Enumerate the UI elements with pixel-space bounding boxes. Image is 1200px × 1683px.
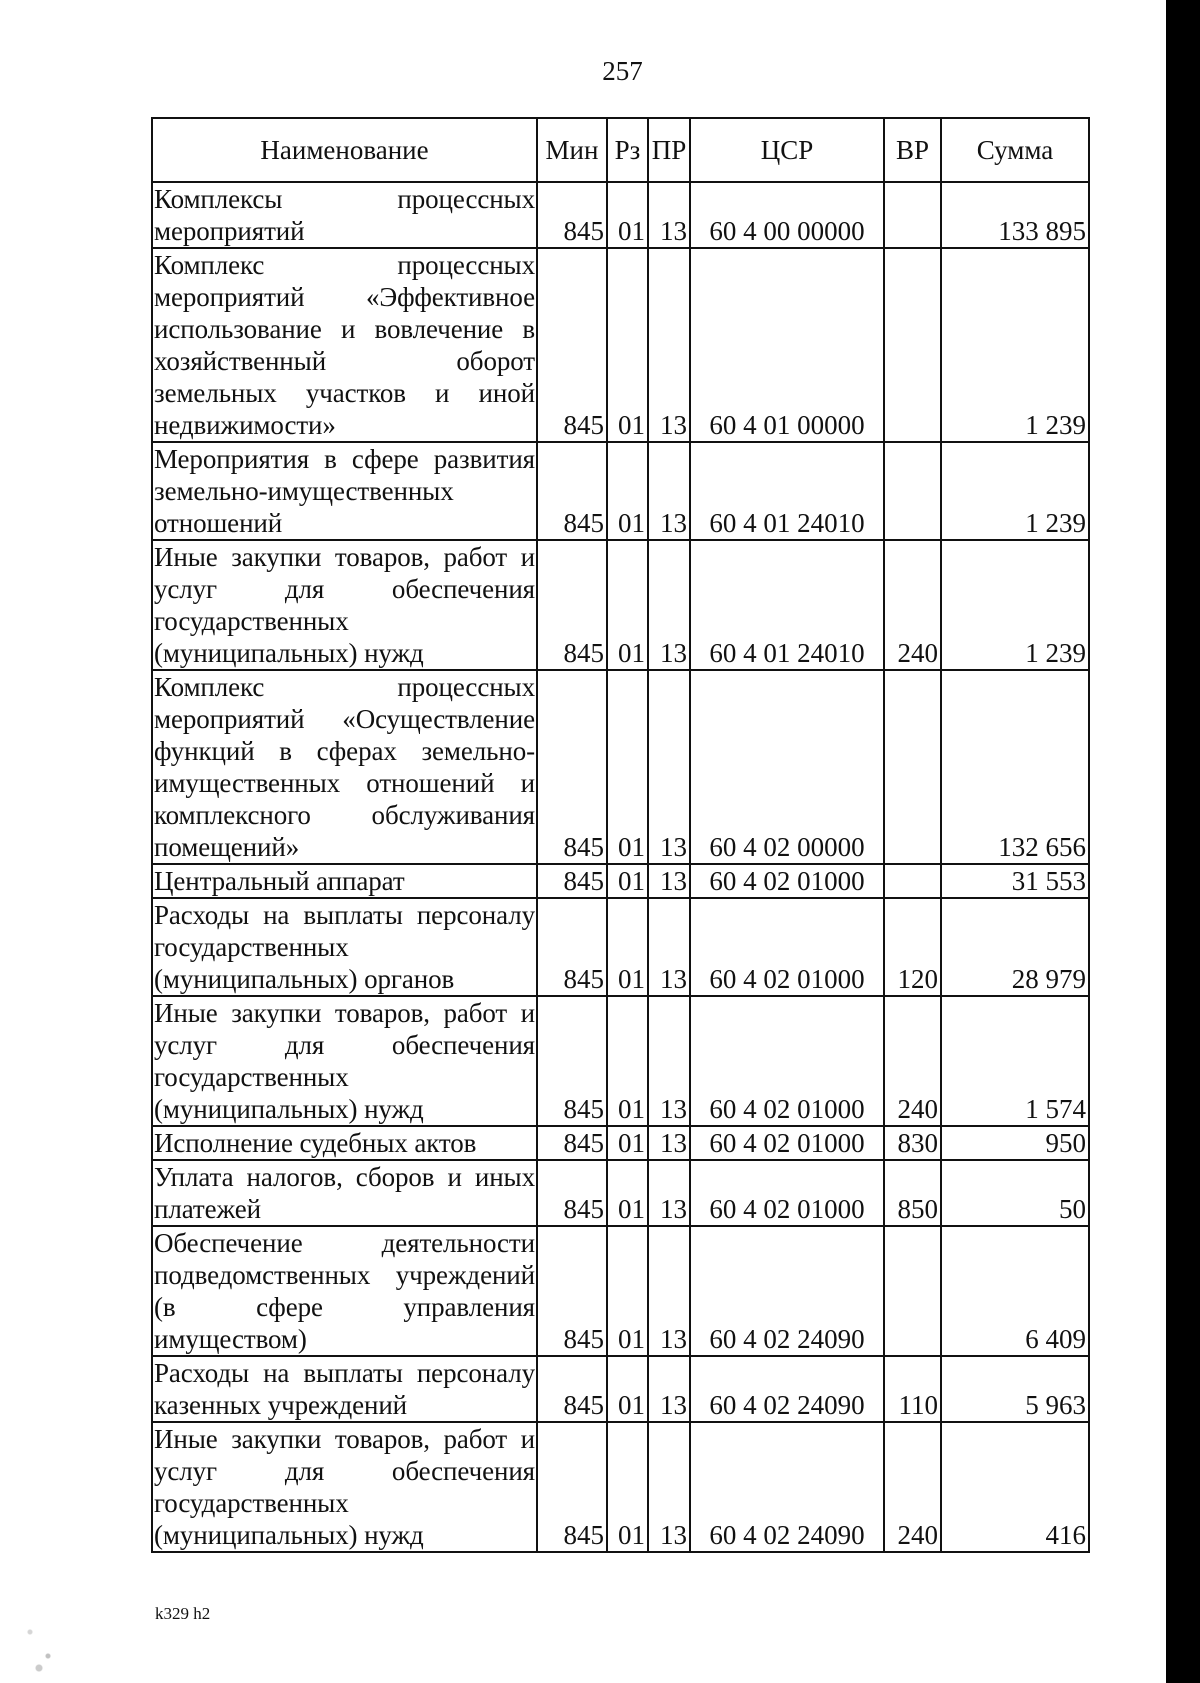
row-vr: 240 [884,540,941,670]
row-pr: 13 [648,1226,690,1356]
row-name: Расходы на выплаты персоналу казенных учреждений [154,1358,535,1420]
table-row [152,1422,1089,1552]
row-sum: 1 574 [941,996,1089,1126]
table-row [152,540,1089,670]
row-min: 845 [537,442,607,540]
row-csr: 60 4 02 01000 [690,1160,884,1226]
row-rz: 01 [607,1160,648,1226]
row-name: Иные закупки товаров, работ и услуг для обеспечения государственных (муниципальных) нужд [154,542,535,668]
row-min: 845 [537,670,607,864]
row-rz: 01 [607,996,648,1126]
header-csr: ЦСР [690,118,884,182]
row-pr: 13 [648,670,690,864]
header-vr: ВР [884,118,941,182]
row-vr [884,182,941,248]
row-csr: 60 4 01 24010 [690,540,884,670]
row-vr [884,1226,941,1356]
row-name: Исполнение судебных актов [152,1126,537,1160]
row-sum: 1 239 [941,248,1089,442]
row-min: 845 [537,182,607,248]
row-rz: 01 [607,442,648,540]
row-rz: 01 [607,182,648,248]
row-pr: 13 [648,1422,690,1552]
row-pr: 13 [648,898,690,996]
row-sum: 50 [941,1160,1089,1226]
row-sum: 28 979 [941,898,1089,996]
row-rz: 01 [607,1356,648,1422]
row-vr [884,442,941,540]
row-name: Центральный аппарат [152,864,537,898]
row-csr: 60 4 02 24090 [690,1226,884,1356]
row-name: Мероприятия в сфере развития земельно-имущественных отношений [154,444,535,538]
table-row [152,442,1089,540]
table-header-row [152,118,1089,182]
row-rz: 01 [607,898,648,996]
row-name: Иные закупки товаров, работ и услуг для обеспечения государственных (муниципальных) нужд [154,998,535,1124]
row-rz: 01 [607,864,648,898]
row-vr: 110 [884,1356,941,1422]
row-pr: 13 [648,996,690,1126]
row-sum: 950 [941,1126,1089,1160]
table-row [152,1356,1089,1422]
row-vr: 850 [884,1160,941,1226]
row-vr [884,248,941,442]
row-pr: 13 [648,1356,690,1422]
row-sum: 1 239 [941,442,1089,540]
row-csr: 60 4 02 01000 [690,996,884,1126]
header-name: Наименование [152,118,537,182]
row-csr: 60 4 02 24090 [690,1422,884,1552]
row-min: 845 [537,864,607,898]
row-rz: 01 [607,540,648,670]
row-min: 845 [537,1226,607,1356]
scan-edge-strip [1166,0,1200,1683]
row-pr: 13 [648,248,690,442]
row-sum: 133 895 [941,182,1089,248]
row-pr: 13 [648,540,690,670]
row-name: Расходы на выплаты персоналу государственных (муниципальных) органов [154,900,535,994]
row-vr: 120 [884,898,941,996]
footer-code: k329 h2 [155,1604,211,1623]
row-sum: 1 239 [941,540,1089,670]
table-row [152,1160,1089,1226]
row-name: Уплата налогов, сборов и иных платежей [154,1162,535,1224]
row-csr: 60 4 01 00000 [690,248,884,442]
row-vr [884,670,941,864]
table-row [152,898,1089,996]
row-sum: 132 656 [941,670,1089,864]
row-pr: 13 [648,864,690,898]
header-min: Мин [537,118,607,182]
row-min: 845 [537,898,607,996]
row-csr: 60 4 02 01000 [690,864,884,898]
row-rz: 01 [607,1422,648,1552]
header-rz: Рз [607,118,648,182]
page-number: 257 [602,56,643,86]
header-sum: Сумма [941,118,1089,182]
row-rz: 01 [607,248,648,442]
row-sum: 31 553 [941,864,1089,898]
row-sum: 6 409 [941,1226,1089,1356]
row-min: 845 [537,1422,607,1552]
row-name: Комплексы процессных мероприятий [154,184,535,246]
scan-noise [12,1600,72,1680]
row-min: 845 [537,1160,607,1226]
row-rz: 01 [607,1226,648,1356]
table-row [152,248,1089,442]
row-name: Комплекс процессных мероприятий «Осуществление функций в сферах земельно-имущественных отношений и комплексного обслуживания помещений» [154,672,535,862]
row-pr: 13 [648,1126,690,1160]
table-row [152,1226,1089,1356]
row-pr: 13 [648,182,690,248]
table-row [152,996,1089,1126]
row-csr: 60 4 02 24090 [690,1356,884,1422]
table-row [152,864,1089,898]
row-rz: 01 [607,670,648,864]
row-vr: 240 [884,1422,941,1552]
row-csr: 60 4 02 00000 [690,670,884,864]
row-pr: 13 [648,442,690,540]
row-sum: 416 [941,1422,1089,1552]
row-min: 845 [537,1126,607,1160]
header-pr: ПР [648,118,690,182]
table-row [152,670,1089,864]
table-row [152,1126,1089,1160]
row-name: Иные закупки товаров, работ и услуг для обеспечения государственных (муниципальных) нужд [154,1424,535,1550]
budget-table [151,117,1090,1553]
row-min: 845 [537,996,607,1126]
row-min: 845 [537,248,607,442]
row-min: 845 [537,1356,607,1422]
row-name: Обеспечение деятельности подведомственных учреждений (в сфере управления имуществом) [154,1228,535,1354]
row-sum: 5 963 [941,1356,1089,1422]
row-name: Комплекс процессных мероприятий «Эффективное использование и вовлечение в хозяйственный оборот земельных участков и иной недвижимости» [154,250,535,440]
row-vr [884,864,941,898]
row-min: 845 [537,540,607,670]
row-pr: 13 [648,1160,690,1226]
row-csr: 60 4 02 01000 [690,1126,884,1160]
row-csr: 60 4 02 01000 [690,898,884,996]
table-row [152,182,1089,248]
row-csr: 60 4 00 00000 [690,182,884,248]
row-vr: 240 [884,996,941,1126]
row-csr: 60 4 01 24010 [690,442,884,540]
row-vr: 830 [884,1126,941,1160]
row-rz: 01 [607,1126,648,1160]
